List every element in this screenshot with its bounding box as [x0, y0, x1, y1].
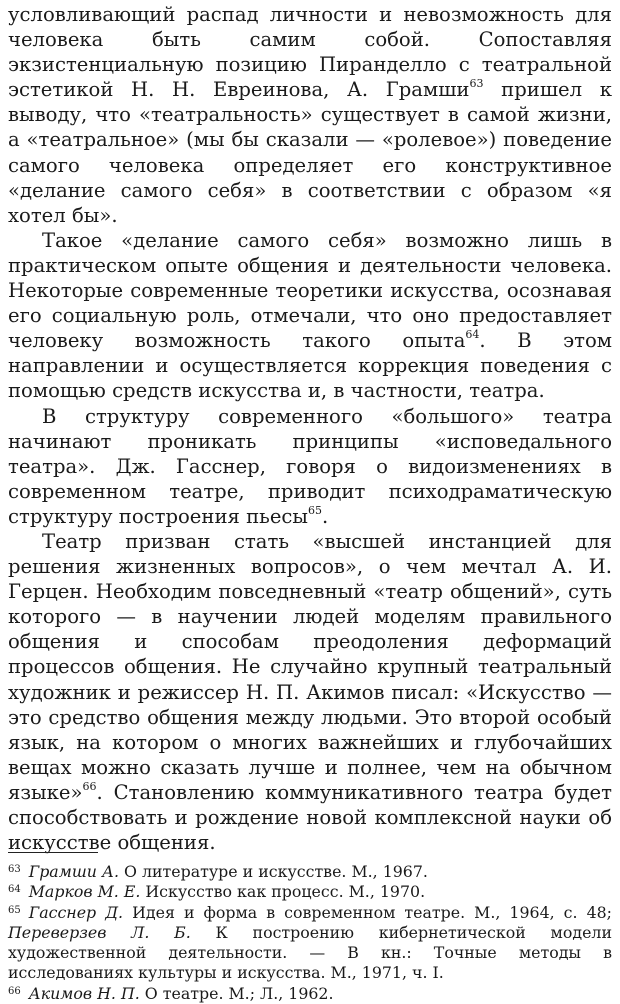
paragraph-text: . Становлению коммуникативного театра будет способствовать и рождение новой комплексной науки об искусстве общения. — [8, 780, 612, 855]
paragraph-text: условливающий распад личности и невозможность для человека быть самим собой. Сопоставляя экзистенциальную позицию Пиранделло с театральной эстетикой Н. Н. Евреинова, А. Грамши — [8, 3, 612, 102]
footnote-number: 65 — [8, 904, 21, 916]
footnote-text: Идея и форма в современном театре. М., 1964, с. 48; — [123, 902, 612, 922]
footnote-ref: 65 — [308, 503, 323, 517]
footnote-author: Акимов Н. П. — [28, 983, 140, 1003]
footnote-text: К построению кибернетической модели художественной деятельности. — В кн.: Точные методы в исследованиях культуры и искусства. М., 1971, ч. I. — [8, 922, 612, 983]
footnote-divider — [8, 852, 98, 853]
paragraph-text: Такое «делание самого себя» возможно лишь в практическом опыте общения и деятельности человека. Некоторые современные теоретики искусства, осознавая его социальную роль, отмечали, что оно предоставляет человеку возможность такого опыта — [8, 228, 612, 353]
footnote — [8, 984, 612, 1004]
footnote-text: О литературе и искусстве. М., 1967. — [118, 862, 428, 881]
footnote-author: Грамши А. — [28, 862, 119, 881]
paragraph-text: . — [322, 504, 329, 528]
paragraph — [8, 2, 612, 228]
footnote-number: 63 — [8, 864, 21, 875]
paragraph-text: пришел к выводу, что «театральность» существует в самой жизни, а «театральное» (мы бы сказали — «ролевое») поведение самого человека определяет его конструктивное «делание самого себя» в соответствии с образом «я хотел бы». — [8, 78, 613, 227]
footnote-number: 66 — [8, 985, 21, 997]
footnote-text: Искусство как процесс. М., 1970. — [140, 882, 426, 902]
footnote-author: Переверзев Л. Б. — [8, 922, 191, 942]
paragraph — [8, 529, 612, 855]
paragraph — [8, 404, 612, 529]
footnote — [8, 882, 612, 902]
paragraph-text: Театр призван стать «высшей инстанцией для решения жизненных вопросов», о чем мечтал А. И. Герцен. Необходим повседневный «театр общений», суть которого — в научении людей моделям правильного общения и способам преодоления деформаций процессов общения. Не случайно крупный театральный художник и режиссер Н. П. Акимов писал: «Искусство — это средство общения между людьми. Это второй особый язык, на котором о многих важнейших и глубочайших вещах можно сказать лучше и полнее, чем на обычном языке» — [8, 529, 612, 804]
footnote-ref: 64 — [465, 328, 480, 342]
footnote-author: Марков М. Е. — [28, 882, 141, 902]
main-text — [8, 2, 612, 855]
paragraph-text: . В этом направлении и осуществляется коррекция поведения с помощью средств искусства и, в частности, театра. — [8, 329, 613, 403]
footnote — [8, 903, 612, 984]
footnote-author: Гасснер Д. — [28, 902, 124, 922]
footnote-text: О театре. М.; Л., 1962. — [139, 983, 334, 1003]
footnote-ref: 63 — [469, 77, 484, 91]
footnotes — [8, 862, 612, 1004]
paragraph-text: В структуру современного «большого» театра начинают проникать принципы «исповедального театра». Дж. Гасснер, говоря о видоизменениях в современном театре, приводит психодраматическую структуру построения пьесы — [8, 404, 612, 528]
footnote-ref: 66 — [82, 779, 97, 793]
footnote — [8, 862, 612, 882]
paragraph — [8, 228, 612, 404]
footnote-number: 64 — [8, 884, 21, 896]
